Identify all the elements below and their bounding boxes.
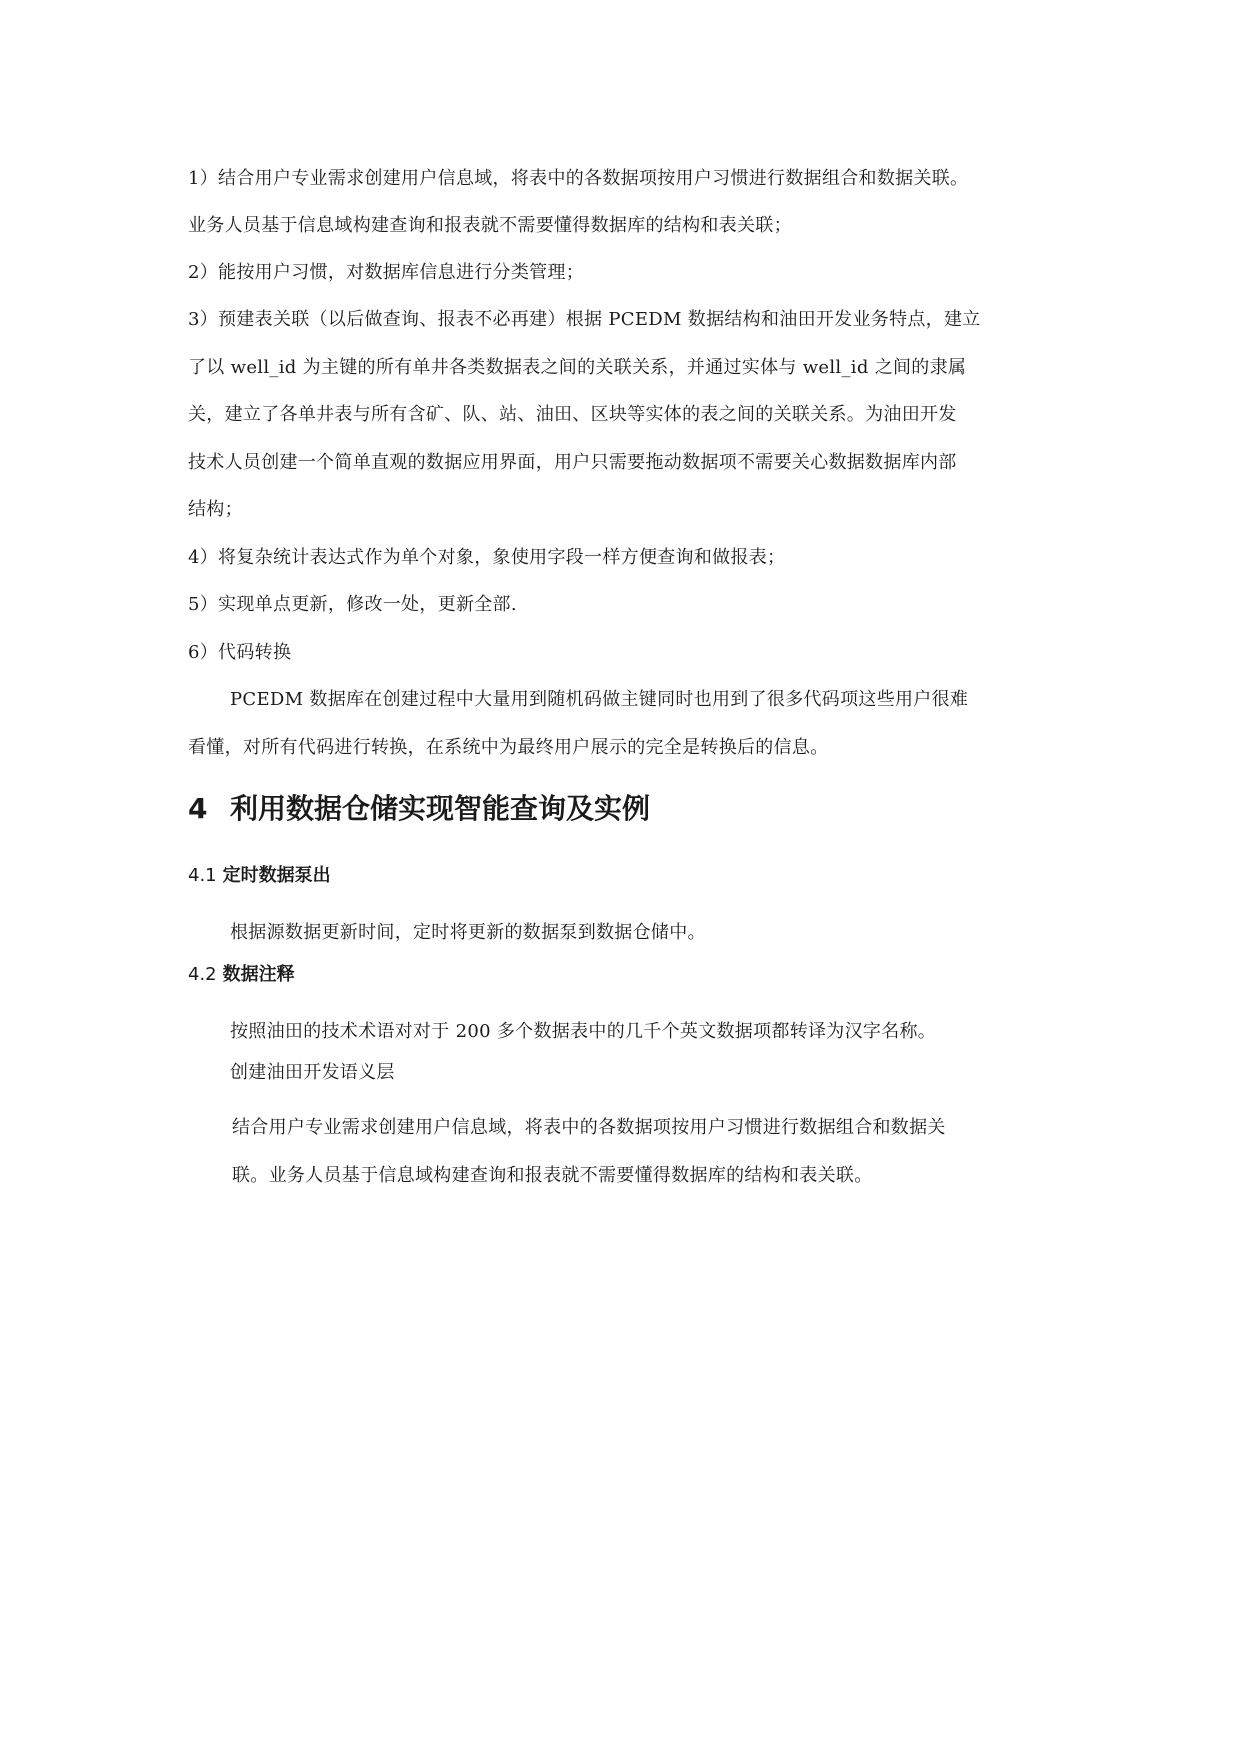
paragraph-line-8: 结构； [188,499,243,520]
paragraph-line-6: 关，建立了各单井表与所有含矿、队、站、油田、区块等实体的表之间的关联关系。为油田开发 [188,404,957,425]
section-4-2-body-4: 联。业务人员基于信息域构建查询和报表就不需要懂得数据库的结构和表关联。 [232,1165,873,1186]
paragraph-line-12: PCEDM 数据库在创建过程中大量用到随机码做主键同时也用到了很多代码项这些用户很难 [230,689,969,710]
section-4-1-heading [188,863,331,889]
section-4-2-body-3: 结合用户专业需求创建用户信息域，将表中的各数据项按用户习惯进行数据组合和数据关 [232,1117,946,1138]
section-4-2-title: 数据注释 [222,964,295,985]
section-4-2-body-2: 创建油田开发语义层 [230,1062,395,1083]
paragraph-line-13: 看懂，对所有代码进行转换，在系统中为最终用户展示的完全是转换后的信息。 [188,737,829,758]
section-4-2-heading [188,962,295,988]
paragraph-line-1: 1）结合用户专业需求创建用户信息域，将表中的各数据项按用户习惯进行数据组合和数据关联。 [188,168,969,189]
section-4-heading [188,791,650,827]
section-4-1-number: 4.1 [188,865,217,886]
paragraph-line-10: 5）实现单点更新，修改一处，更新全部. [188,594,517,615]
paragraph-line-5: 了以 well_id 为主键的所有单井各类数据表之间的关联关系，并通过实体与 well_id 之间的隶属 [188,357,967,378]
paragraph-line-9: 4）将复杂统计表达式作为单个对象，象使用字段一样方便查询和做报表； [188,547,786,568]
section-4-number: 4 [188,792,208,825]
paragraph-line-2: 业务人员基于信息域构建查询和报表就不需要懂得数据库的结构和表关联； [188,215,792,236]
section-4-2-number: 4.2 [188,964,217,985]
section-4-1-body: 根据源数据更新时间，定时将更新的数据泵到数据仓储中。 [230,922,706,943]
paragraph-line-7: 技术人员创建一个简单直观的数据应用界面，用户只需要拖动数据项不需要关心数据数据库内部 [188,452,957,473]
section-4-title: 利用数据仓储实现智能查询及实例 [230,792,651,825]
paragraph-line-3: 2）能按用户习惯，对数据库信息进行分类管理； [188,262,585,283]
paragraph-line-4: 3）预建表关联（以后做查询、报表不必再建）根据 PCEDM 数据结构和油田开发业务特点，建立 [188,309,981,330]
paragraph-line-11: 6）代码转换 [188,642,292,663]
section-4-1-title: 定时数据泵出 [222,865,331,886]
section-4-2-body-1: 按照油田的技术术语对对于 200 多个数据表中的几千个英文数据项都转译为汉字名称。 [230,1021,937,1042]
